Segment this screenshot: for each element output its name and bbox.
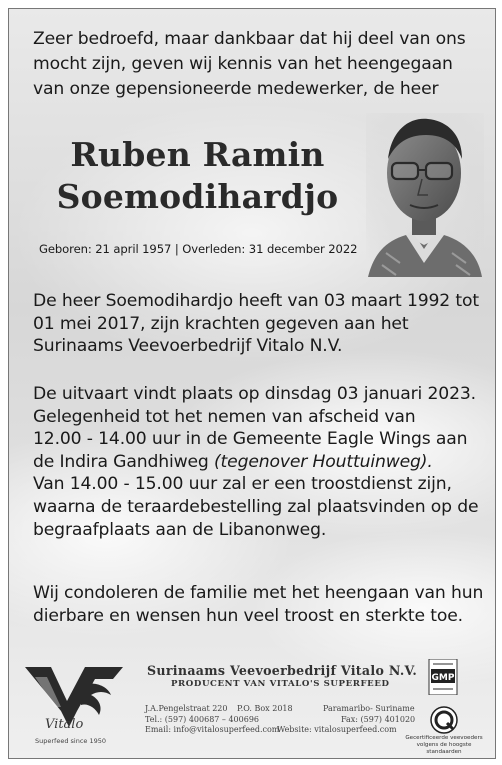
name-line-1: Ruben Ramin (70, 135, 325, 174)
gmp-label: GMP (431, 673, 455, 683)
phone: Tel.: (597) 400687 – 400696 (145, 714, 260, 724)
certification-text: Gecertificeerde veevoeders volgens de hoogste standaarden (405, 735, 483, 755)
portrait-photo (366, 113, 484, 277)
street-text: de Indira Gandhiweg (33, 451, 214, 472)
gmp-seal-icon (425, 659, 461, 695)
text-line: dierbare en wensen hun veel troost en sterkte toe. (33, 605, 463, 626)
website: Website: vitalosuperfeed.com (277, 725, 397, 734)
intro-line: Zeer bedroefd, maar dankbaar dat hij deel van ons (33, 29, 466, 49)
city: Paramaribo- Suriname (323, 704, 415, 713)
company-name: Surinaams Veevoerbedrijf Vitalo N.V. (147, 663, 418, 678)
text-line: De uitvaart vindt plaats op dinsdag 03 januari 2023. (33, 384, 476, 404)
birth-death-dates: Geboren: 21 april 1957 | Overleden: 31 december 2022 (39, 242, 358, 256)
text-line: 01 mei 2017, zijn krachten gegeven aan het (33, 313, 409, 334)
obituary-card (8, 8, 496, 759)
condolence-paragraph (33, 582, 491, 627)
producer-line: PRODUCENT VAN VITALO'S SUPERFEED (171, 679, 390, 689)
text-line: Van 14.00 - 15.00 uur zal er een troostdienst zijn, (33, 474, 452, 495)
fax: Fax: (597) 401020 (341, 714, 416, 724)
text-line: begraafplaats aan de Libanonweg. (33, 519, 327, 540)
text-line: 12.00 - 14.00 uur in de Gemeente Eagle Wings aan (33, 429, 468, 450)
logo-wordmark: Vitalo (45, 717, 84, 732)
text-line: waarna de teraardebestelling zal plaatsvinden op de (33, 496, 479, 517)
deceased-name (35, 134, 360, 218)
text-line: Surinaams Veevoerbedrijf Vitalo N.V. (33, 336, 343, 357)
po-box: P.O. Box 2018 (237, 704, 293, 713)
location-note: (tegenover Houttuinweg). (214, 451, 433, 472)
text-line: De heer Soemodihardjo heeft van 03 maart 1992 tot (33, 291, 479, 311)
intro-line: van onze gepensioneerde medewerker, de heer (33, 79, 439, 99)
logo-tagline: Superfeed since 1950 (35, 737, 107, 745)
funeral-paragraph (33, 383, 491, 541)
text-line: Gelegenheid tot het nemen van afscheid van (33, 406, 416, 427)
name-line-2: Soemodihardjo (56, 177, 339, 216)
company-footer (9, 649, 495, 758)
text-line: Wij condoleren de familie met het heengaan van hun (33, 583, 484, 603)
text-line (33, 451, 491, 474)
intro-line: mocht zijn, geven wij kennis van het heengegaan (33, 54, 453, 74)
email: Email: info@vitalosuperfeed.com (145, 725, 280, 734)
service-paragraph (33, 290, 491, 358)
certification-icon (429, 705, 459, 735)
contact-info (145, 704, 435, 736)
intro-text (33, 27, 483, 102)
address: J.A.Pengelstraat 220 (145, 704, 228, 713)
